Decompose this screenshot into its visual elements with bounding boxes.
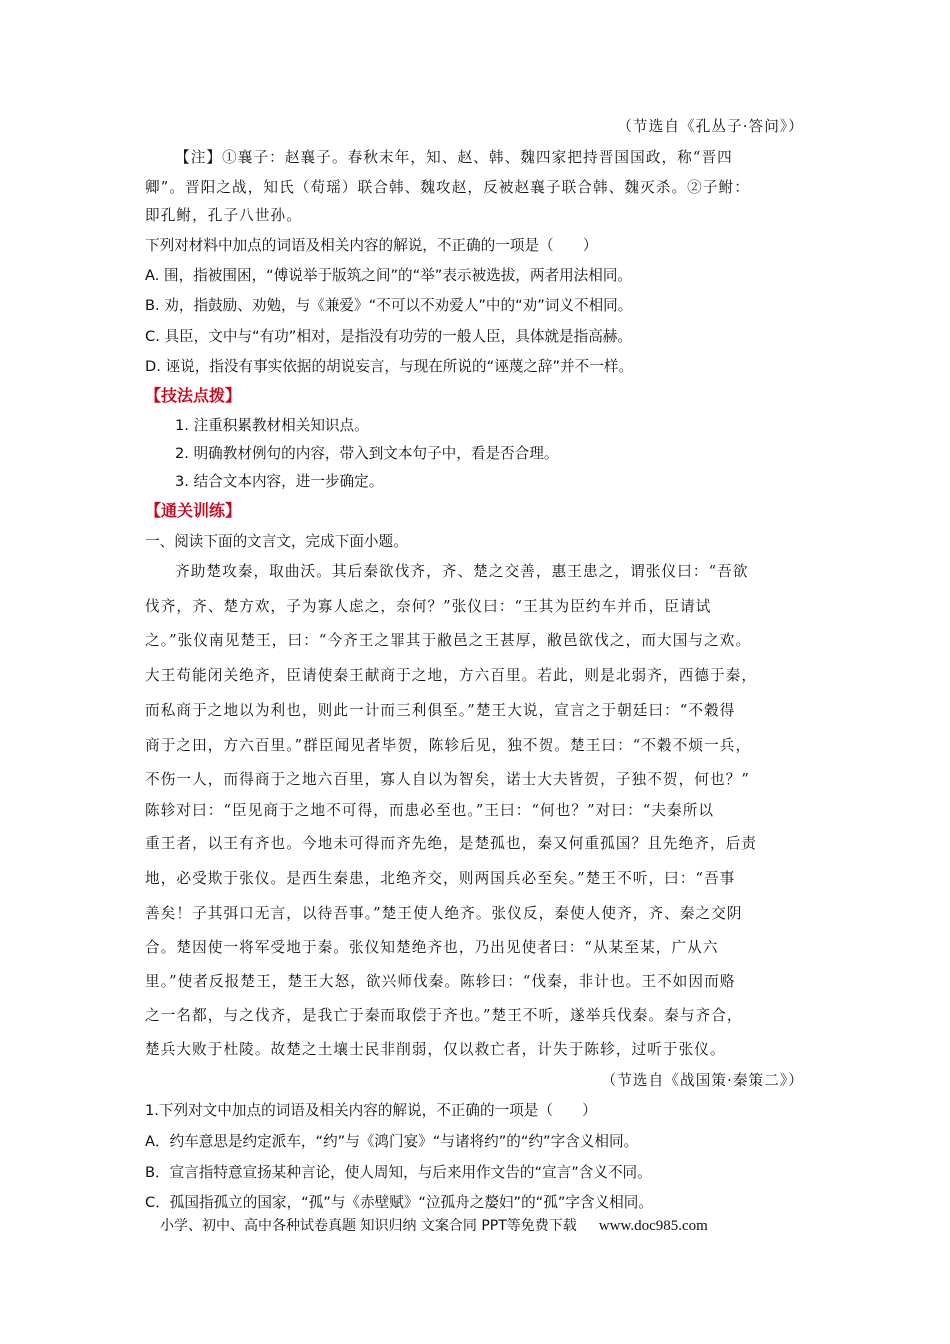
tip-item: 2. 明确教材例句的内容，带入到文本句子中，看是否合理。 xyxy=(175,445,559,462)
passage-line: 而私商于之地以为利也，则此一计而三利俱至。”楚王大说，宣言之于朝廷曰：“不穀得 xyxy=(145,702,736,719)
passage-line: 地，必受欺于张仪。是西生秦患，北绝齐交，则两国兵必至矣。”楚王不听，曰：“吾事 xyxy=(145,870,736,887)
source-citation-2: （节选自《战国策·秦策二》） xyxy=(601,1072,804,1089)
passage-line: 楚兵大败于杜陵。故楚之土壤士民非削弱，仅以救亡者，计失于陈轸，过听于张仪。 xyxy=(145,1041,726,1058)
note-line: 卿”。晋阳之战，知氏（荀瑶）联合韩、魏攻赵，反被赵襄子联合韩、魏灭杀。②子鲋： xyxy=(145,179,750,196)
question-1-stem: 1.下列对文中加点的词语及相关内容的解说，不正确的一项是（ ） xyxy=(145,1102,597,1119)
q1-option-b: B．宣言指特意宣扬某种言论，使人周知，与后来用作文告的“宣言”含义不同。 xyxy=(145,1164,652,1181)
passage-line: 商于之田，方六百里。”群臣闻见者毕贺，陈轸后见，独不贺。楚王曰：“不穀不烦一兵， xyxy=(145,737,752,754)
tip-item: 3. 结合文本内容，进一步确定。 xyxy=(175,473,384,490)
footer-url[interactable]: www.doc985.com xyxy=(598,1218,708,1234)
source-citation-1: （节选自《孔丛子·答问》） xyxy=(617,118,804,135)
section-instruction: 一、阅读下面的文言文，完成下面小题。 xyxy=(145,533,408,550)
tip-item: 1. 注重积累教材相关知识点。 xyxy=(175,417,369,434)
passage-line: 齐助楚攻秦，取曲沃。其后秦欲伐齐，齐、楚之交善，惠王患之，谓张仪曰：“吾欲 xyxy=(175,563,749,580)
passage-line: 不伤一人，而得商于之地六百里，寡人自以为智矣，诺士大夫皆贺，子独不贺，何也？” xyxy=(145,771,750,788)
passage-line: 重王者，以王有齐也。今地未可得而齐先绝，是楚孤也，秦又何重孤国？且先绝齐，后责 xyxy=(145,835,758,852)
note-line: 即孔鲋，孔子八世孙。 xyxy=(145,207,302,224)
passage-line: 之。”张仪南见楚王，曰：“今齐王之罪其于敝邑之王甚厚，敝邑欲伐之，而大国与之欢。 xyxy=(145,632,752,649)
passage-line: 之一名都，与之伐齐，是我亡于秦而取偿于齐也。”楚王不听，遂举兵伐秦。秦与齐合， xyxy=(145,1007,743,1024)
q1-option-a: A．约车意思是约定派车，“约”与《鸿门宴》“与诸将约”的“约”字含义相同。 xyxy=(145,1133,639,1150)
question-stem: 下列对材料中加点的词语及相关内容的解说，不正确的一项是（ ） xyxy=(145,237,598,254)
passage-line: 大王苟能闭关绝齐，臣请使秦王献商于之地，方六百里。若此，则是北弱齐，西德于秦， xyxy=(145,667,758,684)
option-d: D. 诬说，指没有事实依据的胡说妄言，与现在所说的“诬蔑之辞”并不一样。 xyxy=(145,358,634,375)
tips-heading: 【技法点拨】 xyxy=(145,386,242,405)
option-a: A. 围，指被围困，“傅说举于版筑之间”的“举”表示被选拔，两者用法相同。 xyxy=(145,267,633,284)
option-b: B. 劝，指鼓励、劝勉，与《兼爱》“不可以不劝爱人”中的“劝”词义不相同。 xyxy=(145,297,633,314)
passage-line: 合。楚因使一将军受地于秦。张仪知楚绝齐也，乃出见使者曰：“从某至某，广从六 xyxy=(145,939,719,956)
q1-option-c: C．孤国指孤立的国家，“孤”与《赤壁赋》“泣孤舟之嫠妇”的“孤”字含义相同。 xyxy=(145,1194,653,1211)
practice-heading: 【通关训练】 xyxy=(145,501,242,520)
passage-line: 伐齐，齐、楚方欢，子为寡人虑之，奈何？”张仪曰：“王其为臣约车并币，臣请试 xyxy=(145,598,712,615)
passage-line: 善矣！子其弭口无言，以待吾事。”楚王使人绝齐。张仪反，秦使人使齐，齐、秦之交阴 xyxy=(145,905,743,922)
footer-text: 小学、初中、高中各种试卷真题 知识归纳 文案合同 PPT等免费下载 xyxy=(160,1218,577,1234)
passage-line: 里。”使者反报楚王，楚王大怒，欲兴师伐秦。陈轸曰：“伐秦，非计也。王不如因而赂 xyxy=(145,973,736,990)
option-c: C. 具臣，文中与“有功”相对，是指没有功劳的一般人臣，具体就是指高赫。 xyxy=(145,328,632,345)
passage-line: 陈轸对曰：“臣见商于之地不可得，而患必至也。”王曰：“何也？”对曰：“夫秦所以 xyxy=(145,802,715,819)
note-line: 【注】①襄子：赵襄子。春秋末年，知、赵、韩、魏四家把持晋国国政，称“晋四 xyxy=(175,149,733,166)
page-footer xyxy=(160,1215,708,1235)
